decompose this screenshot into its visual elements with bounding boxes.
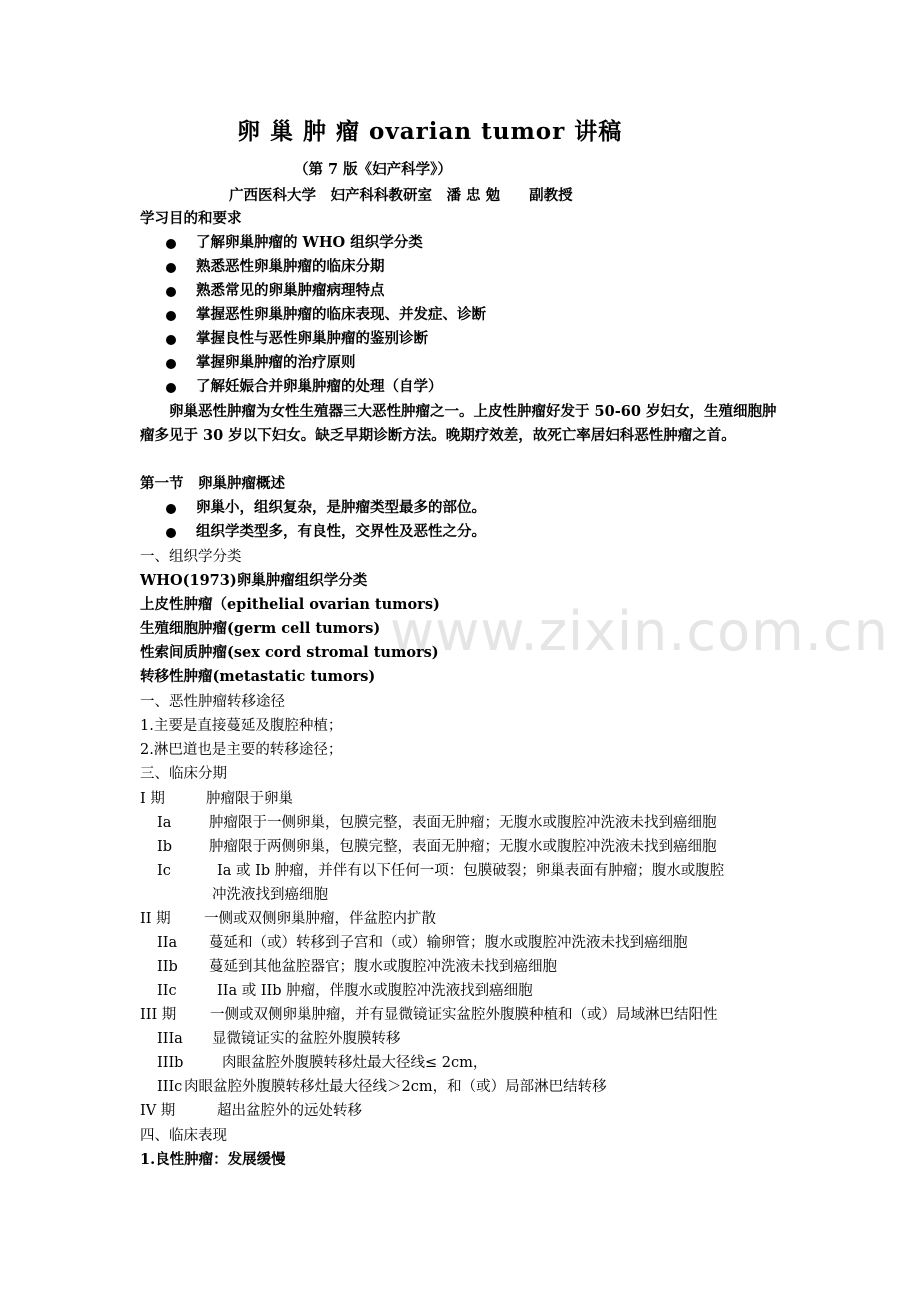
stage-desc: 超出盆腔外的远处转移: [217, 1103, 362, 1119]
watermark: www.zixin.com.cn: [390, 600, 889, 663]
stage-desc: 一侧或双侧卵巢肿瘤，并有显微镜证实盆腔外腹膜种植和（或）局域淋巴结阳性: [210, 1007, 718, 1023]
stage-code: IIIb: [157, 1055, 184, 1071]
stage-code: IIb: [157, 959, 178, 975]
stage-desc: 肉眼盆腔外腹膜转移灶最大径线≤ 2cm，: [222, 1055, 488, 1071]
document-title: 卵 巢 肿 瘤 ovarian tumor 讲稿: [237, 118, 623, 145]
bullet-icon: [166, 528, 176, 538]
stage-code: IIc: [157, 983, 177, 999]
bullet-icon: [166, 263, 176, 273]
stage-code: IIIa: [157, 1031, 183, 1047]
staging-heading: 三、临床分期: [140, 766, 227, 782]
stage-desc: IIa 或 IIb 肿瘤，伴腹水或腹腔冲洗液找到癌细胞: [217, 983, 533, 999]
classification-heading: 一、组织学分类: [140, 549, 242, 565]
bullet-icon: [166, 335, 176, 345]
stage-code: I 期: [140, 791, 165, 807]
section-bullet: 卵巢小，组织复杂，是肿瘤类型最多的部位。: [196, 499, 486, 516]
bullet-icon: [166, 311, 176, 321]
stage-code: Ic: [157, 863, 171, 879]
objective-item: 了解卵巢肿瘤的 WHO 组织学分类: [196, 234, 423, 251]
stage-desc: 肿瘤限于卵巢: [206, 791, 293, 807]
stage-desc: Ia 或 Ib 肿瘤，并伴有以下任何一项：包膜破裂；卵巢表面有肿瘤；腹水或腹腔: [217, 863, 725, 879]
objective-item: 掌握良性与恶性卵巢肿瘤的鉴别诊断: [196, 330, 428, 347]
stage-desc: 蔓延和（或）转移到子宫和（或）输卵管；腹水或腹腔冲洗液未找到癌细胞: [209, 935, 688, 951]
bullet-icon: [166, 359, 176, 369]
objective-item: 掌握恶性卵巢肿瘤的临床表现、并发症、诊断: [196, 306, 486, 323]
who-classification: WHO(1973)卵巢肿瘤组织学分类: [140, 572, 368, 589]
edition-note: （第 7 版《妇产科学》）: [294, 161, 452, 178]
stage-desc: 蔓延到其他盆腔器官；腹水或腹腔冲洗液未找到癌细胞: [209, 959, 557, 975]
metastasis-item: 2.淋巴道也是主要的转移途径；: [140, 742, 343, 758]
objective-item: 熟悉恶性卵巢肿瘤的临床分期: [196, 258, 385, 275]
section-bullet: 组织学类型多，有良性，交界性及恶性之分。: [196, 523, 486, 540]
stage-code: IV 期: [140, 1103, 176, 1119]
objective-item: 掌握卵巢肿瘤的治疗原则: [196, 354, 356, 371]
bullet-icon: [166, 239, 176, 249]
stage-code: Ib: [157, 839, 173, 855]
bullet-icon: [166, 504, 176, 514]
objective-item: 了解妊娠合并卵巢肿瘤的处理（自学）: [196, 378, 443, 395]
stage-desc: 肿瘤限于两侧卵巢，包膜完整，表面无肿瘤；无腹水或腹腔冲洗液未找到癌细胞: [209, 839, 717, 855]
tumor-type: 转移性肿瘤(metastatic tumors): [140, 668, 376, 685]
tumor-type: 性索间质肿瘤(sex cord stromal tumors): [140, 644, 439, 661]
clinical-heading: 四、临床表现: [140, 1128, 227, 1144]
clinical-subheading: 1.良性肿瘤：发展缓慢: [140, 1151, 286, 1168]
bullet-icon: [166, 383, 176, 393]
stage-desc: 肉眼盆腔外腹膜转移灶最大径线＞2cm，和（或）局部淋巴结转移: [184, 1079, 607, 1095]
tumor-type: 上皮性肿瘤（epithelial ovarian tumors): [140, 596, 440, 613]
bullet-icon: [166, 287, 176, 297]
intro-paragraph: 卵巢恶性肿瘤为女性生殖器三大恶性肿瘤之一。上皮性肿瘤好发于 50-60 岁妇女，生殖细胞肿瘤多见于 30 岁以下妇女。缺乏早期诊断方法。晚期疗效差，故死亡率居妇科恶性肿瘤之首。: [140, 403, 777, 444]
metastasis-item: 1.主要是直接蔓延及腹腔种植；: [140, 718, 343, 734]
section-heading: 第一节 卵巢肿瘤概述: [140, 475, 285, 492]
stage-code: IIIc: [157, 1079, 183, 1095]
stage-desc: 一侧或双侧卵巢肿瘤，伴盆腔内扩散: [204, 911, 436, 927]
stage-desc: 显微镜证实的盆腔外腹膜转移: [212, 1031, 401, 1047]
stage-code: II 期: [140, 911, 171, 927]
tumor-type: 生殖细胞肿瘤(germ cell tumors): [140, 620, 381, 637]
objective-item: 熟悉常见的卵巢肿瘤病理特点: [196, 282, 385, 299]
stage-desc-cont: 冲洗液找到癌细胞: [212, 887, 328, 903]
metastasis-heading: 一、恶性肿瘤转移途径: [140, 694, 285, 710]
objectives-heading: 学习目的和要求: [140, 210, 242, 227]
stage-code: III 期: [140, 1007, 177, 1023]
author-line: 广西医科大学 妇产科科教研室 潘 忠 勉 副教授: [229, 187, 573, 204]
stage-desc: 肿瘤限于一侧卵巢，包膜完整，表面无肿瘤；无腹水或腹腔冲洗液未找到癌细胞: [209, 815, 717, 831]
stage-code: Ia: [157, 815, 172, 831]
stage-code: IIa: [157, 935, 178, 951]
